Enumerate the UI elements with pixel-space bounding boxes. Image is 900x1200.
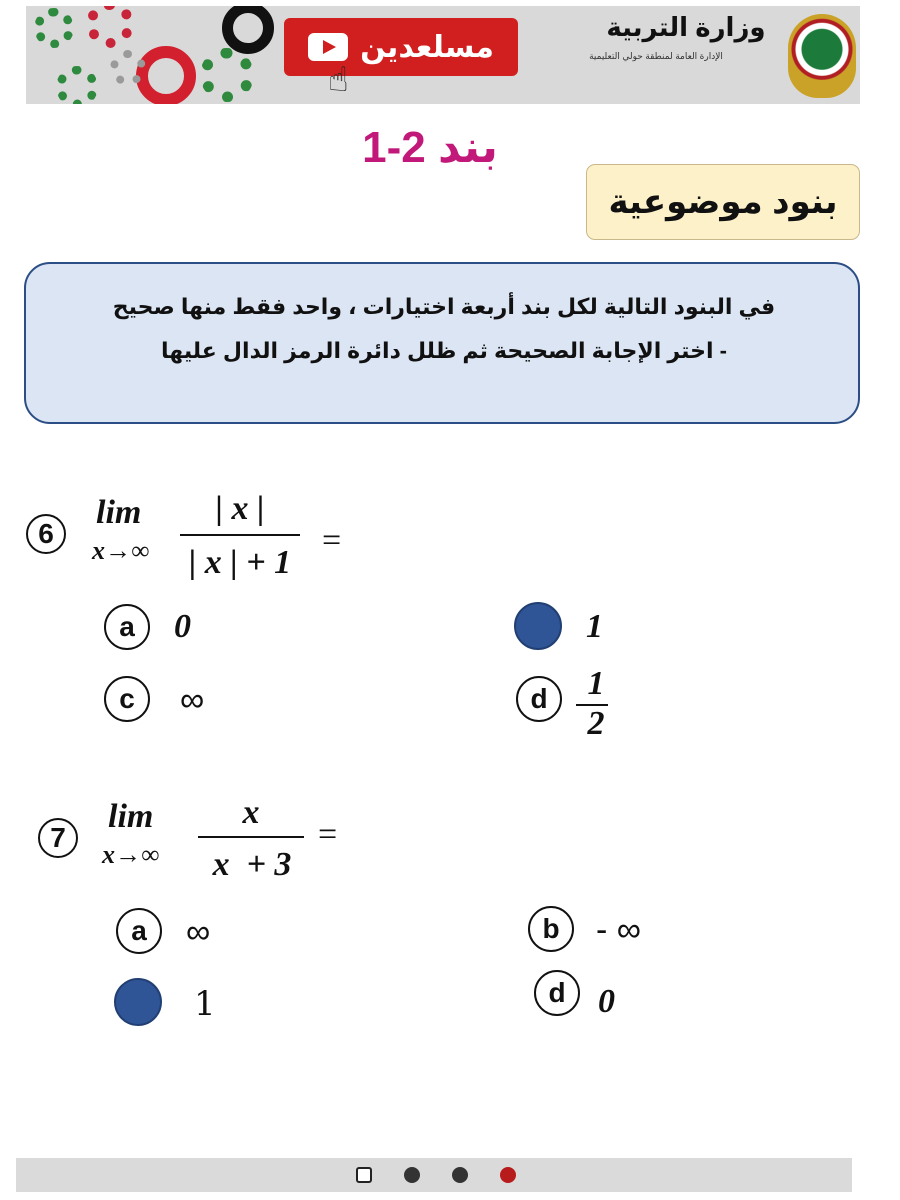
- band-title: بند 2-1: [362, 123, 498, 172]
- option-b-value: 1: [586, 608, 603, 645]
- option-c-value: ∞: [180, 681, 205, 719]
- gear-icon: [86, 6, 134, 48]
- option-b-circle-selected[interactable]: [514, 602, 562, 650]
- ministry-name: وزارة التربية: [606, 12, 766, 42]
- limit-subscript: x→∞: [92, 536, 150, 565]
- option-b-value: - ∞: [596, 911, 642, 949]
- fraction-numerator: x: [242, 794, 260, 831]
- instructions-line-2: - اختر الإجابة الصحيحة ثم ظلل دائرة الرمز الدال عليها: [161, 338, 727, 363]
- footer-contact-bar: [16, 1158, 852, 1192]
- kuwait-emblem-logo: [788, 14, 856, 98]
- instructions-line-1: في البنود التالية لكل بند أربعة اختيارات ، واحد فقط منها صحيح: [112, 294, 776, 319]
- pointer-hand-icon: ☝: [328, 61, 349, 99]
- fax-icon: [400, 1167, 420, 1183]
- play-icon: [308, 33, 348, 61]
- option-d-numerator: 1: [587, 665, 605, 702]
- gear-icon: [136, 46, 196, 104]
- fraction-denominator: x + 3: [212, 846, 292, 883]
- fraction-bar: [198, 836, 304, 838]
- instagram-icon: [352, 1167, 372, 1183]
- option-d-value: 0: [598, 983, 615, 1020]
- fraction-bar: [180, 534, 300, 536]
- option-d-denominator: 2: [587, 705, 605, 742]
- option-a-value: ∞: [186, 913, 211, 951]
- gear-icon: [56, 66, 98, 104]
- channel-label: مسلعدين: [360, 30, 494, 64]
- fraction-numerator: | x |: [215, 490, 265, 527]
- option-c-circle[interactable]: c: [104, 676, 150, 722]
- fraction-denominator: | x | + 1: [188, 544, 292, 581]
- objective-items-label: بنود موضوعية: [586, 164, 860, 240]
- limit-label: lim: [108, 798, 154, 835]
- youtube-channel-button[interactable]: [284, 18, 518, 76]
- limit-subscript: x→∞: [102, 840, 160, 869]
- equals-sign: =: [322, 522, 342, 559]
- question-number: 7: [38, 818, 78, 858]
- equals-sign: =: [318, 816, 338, 853]
- phone-icon: [448, 1167, 468, 1183]
- limit-label: lim: [96, 494, 142, 531]
- option-d-circle[interactable]: d: [534, 970, 580, 1016]
- option-a-value: 0: [174, 608, 191, 645]
- option-a-circle[interactable]: a: [116, 908, 162, 954]
- instructions-box: [24, 262, 860, 424]
- gear-icon: [200, 48, 254, 102]
- ministry-subtitle: الإدارة العامة لمنطقة حولي التعليمية: [589, 51, 723, 61]
- option-b-circle[interactable]: b: [528, 906, 574, 952]
- option-c-value: 1: [194, 984, 216, 1024]
- option-c-circle-selected[interactable]: [114, 978, 162, 1026]
- gear-icon: [34, 8, 74, 48]
- option-d-circle[interactable]: d: [516, 676, 562, 722]
- option-a-circle[interactable]: a: [104, 604, 150, 650]
- question-number: 6: [26, 514, 66, 554]
- gear-icon: [110, 50, 146, 86]
- header-banner: [26, 6, 860, 104]
- gear-icon: [222, 6, 274, 54]
- location-icon: [496, 1167, 516, 1183]
